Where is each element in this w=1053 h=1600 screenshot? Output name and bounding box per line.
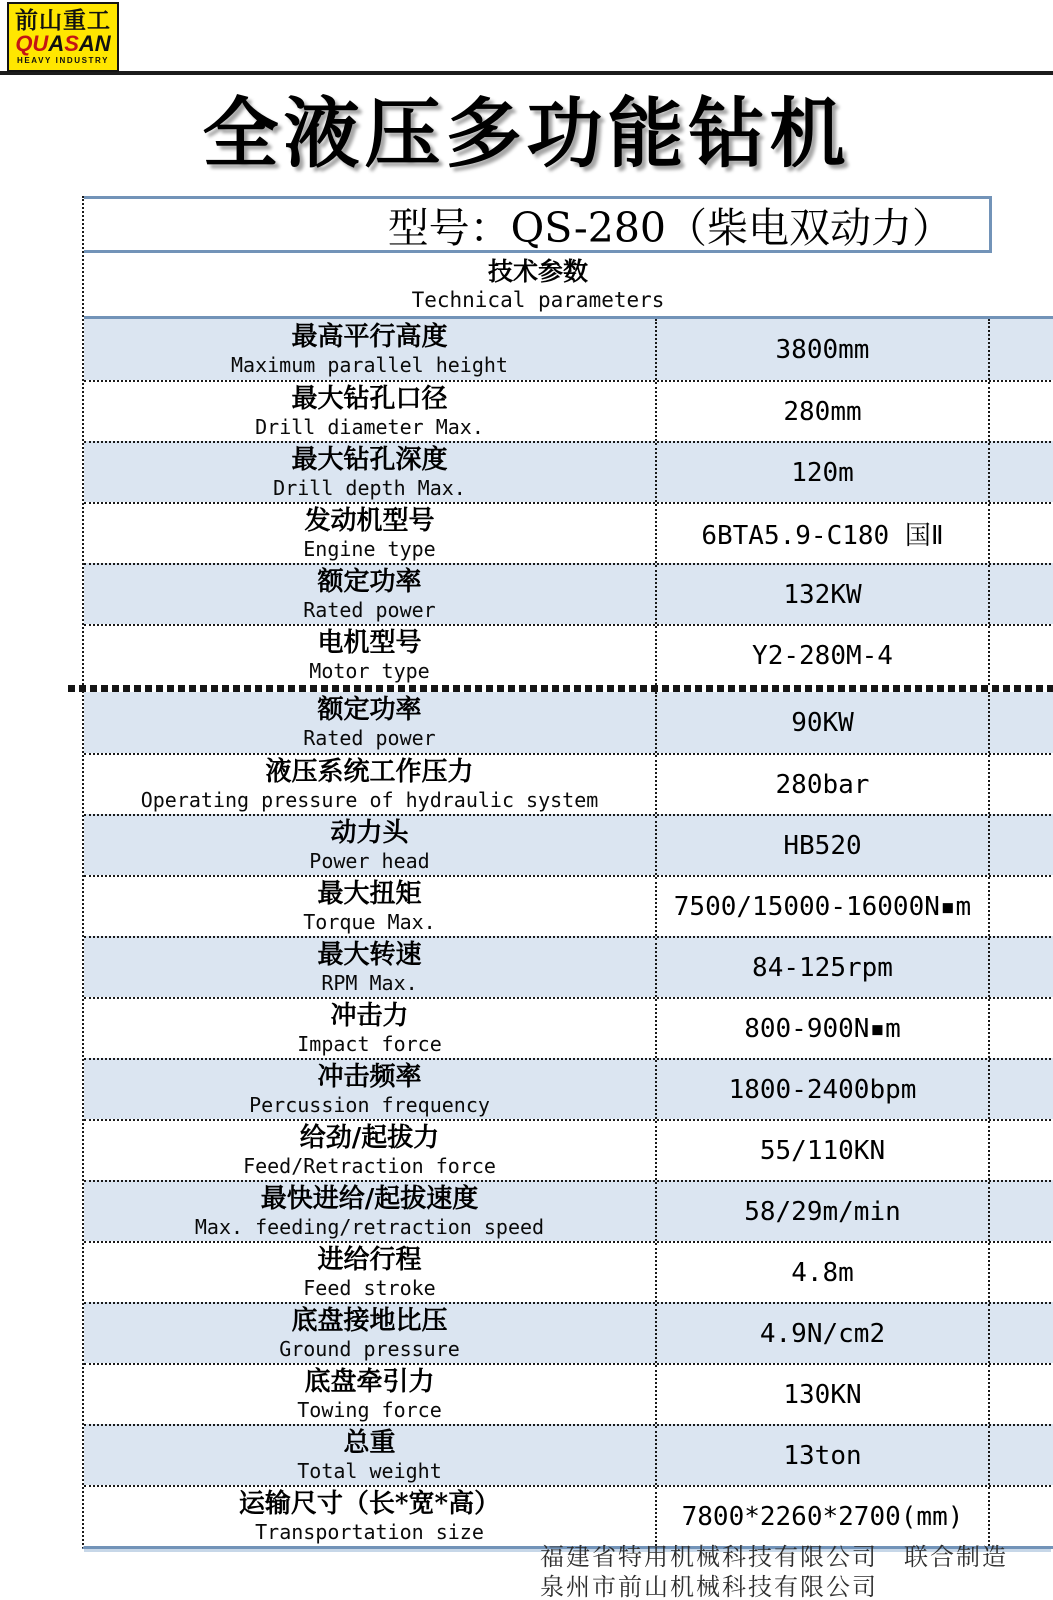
row-bleed-area <box>990 1365 1053 1424</box>
spec-label-cell <box>84 1426 657 1485</box>
spec-row <box>84 753 1053 814</box>
spec-value: 130KN <box>657 1365 990 1424</box>
spec-row <box>84 1363 1053 1424</box>
spec-label-cn: 液压系统工作压力 <box>265 756 474 787</box>
spec-row <box>84 1180 1053 1241</box>
row-bleed-area <box>990 319 1053 380</box>
spec-value: Y2-280M-4 <box>657 626 990 685</box>
spec-value: HB520 <box>657 816 990 875</box>
spec-row <box>84 692 1053 753</box>
spec-label-cell <box>84 443 657 502</box>
spec-row <box>84 1485 1053 1546</box>
row-bleed-area <box>990 1304 1053 1363</box>
spec-label-cell <box>84 1060 657 1119</box>
spec-label-en: Feed stroke <box>303 1275 436 1300</box>
spec-label-en: Transportation size <box>255 1519 484 1544</box>
row-bleed-area <box>990 443 1053 502</box>
logo-brand-letters: S <box>64 31 79 56</box>
spec-label-en: Towing force <box>297 1397 442 1422</box>
spec-label-en: Torque Max. <box>303 909 436 934</box>
spec-label-en: Operating pressure of hydraulic system <box>140 787 599 812</box>
spec-value: 7500/15000-16000N▪m <box>657 877 990 936</box>
spec-value: 6BTA5.9-C180 国Ⅱ <box>657 504 990 563</box>
spec-value: 1800-2400bpm <box>657 1060 990 1119</box>
row-bleed-area <box>990 382 1053 441</box>
spec-value: 132KW <box>657 565 990 624</box>
spec-label-en: Feed/Retraction force <box>243 1153 496 1178</box>
model-header-row: 型号：QS-280（柴电双动力） <box>84 196 992 253</box>
spec-label-cn: 额定功率 <box>317 694 422 725</box>
section-header-cn: 技术参数 <box>487 257 588 286</box>
spec-label-cn: 最高平行高度 <box>291 321 448 352</box>
spec-label-cn: 运输尺寸（长*宽*高） <box>238 1488 501 1519</box>
row-bleed-area <box>990 1487 1053 1546</box>
spec-label-cell <box>84 1243 657 1302</box>
spec-label-cell <box>84 1304 657 1363</box>
section-header-row <box>84 253 1053 319</box>
spec-value: 280mm <box>657 382 990 441</box>
spec-row <box>84 997 1053 1058</box>
spec-label-cell <box>84 626 657 685</box>
spec-table <box>82 196 1053 1549</box>
spec-label-cn: 最大转速 <box>317 939 422 970</box>
row-bleed-area <box>990 755 1053 814</box>
manufacturer-line-2: 泉州市前山机械科技有限公司 <box>540 1573 878 1600</box>
spec-label-en: RPM Max. <box>321 970 418 995</box>
spec-value: 90KW <box>657 692 990 753</box>
spec-label-cell <box>84 382 657 441</box>
logo-brand-wordmark <box>15 33 110 55</box>
spec-label-cn: 进给行程 <box>317 1244 422 1275</box>
spec-row <box>84 380 1053 441</box>
logo-chinese-name: 前山重工 <box>15 7 111 34</box>
spec-value: 280bar <box>657 755 990 814</box>
spec-row <box>84 814 1053 875</box>
logo-brand-letters: A <box>48 31 65 56</box>
spec-label-cn: 最大钻孔深度 <box>291 444 448 475</box>
spec-label-cn: 动力头 <box>330 817 409 848</box>
spec-label-en: Rated power <box>303 725 436 750</box>
logo-brand-letters: QU <box>15 31 49 56</box>
row-bleed-area <box>990 565 1053 624</box>
spec-value: 13ton <box>657 1426 990 1485</box>
spec-label-cell <box>84 755 657 814</box>
section-divider <box>68 685 1053 692</box>
company-logo <box>7 2 119 72</box>
spec-label-cn: 冲击力 <box>330 1000 409 1031</box>
spec-label-en: Maximum parallel height <box>231 352 508 377</box>
spec-label-cn: 发动机型号 <box>304 505 435 536</box>
spec-label-en: Total weight <box>297 1458 442 1483</box>
spec-value: 120m <box>657 443 990 502</box>
spec-row <box>84 1302 1053 1363</box>
spec-label-cn: 最大钻孔口径 <box>291 383 448 414</box>
row-bleed-area <box>990 1060 1053 1119</box>
spec-row <box>84 1424 1053 1485</box>
row-bleed-area <box>990 816 1053 875</box>
spec-label-cn: 电机型号 <box>317 627 422 658</box>
spec-label-en: Drill depth Max. <box>273 475 466 500</box>
row-bleed-area <box>990 1426 1053 1485</box>
spec-value: 7800*2260*2700(mm) <box>657 1487 990 1546</box>
spec-label-cell <box>84 877 657 936</box>
spec-label-cn: 最快进给/起拔速度 <box>260 1183 479 1214</box>
spec-value: 58/29m/min <box>657 1182 990 1241</box>
spec-label-cell <box>84 1182 657 1241</box>
row-bleed-area <box>990 1121 1053 1180</box>
spec-row <box>84 563 1053 624</box>
logo-subtitle: HEAVY INDUSTRY <box>16 56 110 65</box>
row-bleed-area <box>990 877 1053 936</box>
spec-row <box>84 936 1053 997</box>
spec-label-cell <box>84 938 657 997</box>
spec-row <box>84 1119 1053 1180</box>
manufacturer-line-1: 福建省特用机械科技有限公司 联合制造 <box>540 1543 1008 1571</box>
spec-label-en: Rated power <box>303 597 436 622</box>
spec-row <box>84 1058 1053 1119</box>
spec-label-cell <box>84 1121 657 1180</box>
spec-label-cell <box>84 999 657 1058</box>
spec-value: 4.9N/cm2 <box>657 1304 990 1363</box>
spec-label-cn: 总重 <box>343 1427 396 1458</box>
spec-row <box>84 875 1053 936</box>
spec-label-en: Max. feeding/retraction speed <box>194 1214 545 1239</box>
header-divider-rule <box>0 71 1053 75</box>
spec-value: 84-125rpm <box>657 938 990 997</box>
page-title: 全液压多功能钻机 <box>202 89 851 178</box>
spec-row <box>84 624 1053 685</box>
spec-label-cell <box>84 565 657 624</box>
spec-label-cell <box>84 1487 657 1546</box>
row-bleed-area <box>990 938 1053 997</box>
spec-row <box>84 1241 1053 1302</box>
spec-value: 4.8m <box>657 1243 990 1302</box>
spec-label-en: Power head <box>309 848 430 873</box>
row-bleed-area <box>990 999 1053 1058</box>
spec-label-en: Percussion frequency <box>249 1092 490 1117</box>
row-bleed-area <box>990 626 1053 685</box>
spec-row <box>84 502 1053 563</box>
spec-label-cell <box>84 504 657 563</box>
spec-label-cell <box>84 692 657 753</box>
spec-label-en: Engine type <box>303 536 436 561</box>
manufacturer-footer <box>540 1542 1008 1600</box>
spec-row <box>84 319 1053 380</box>
row-bleed-area <box>990 692 1053 753</box>
spec-label-en: Impact force <box>297 1031 442 1056</box>
logo-brand-letters: AN <box>78 31 111 56</box>
spec-value: 3800mm <box>657 319 990 380</box>
spec-label-cn: 冲击频率 <box>317 1061 422 1092</box>
spec-label-en: Motor type <box>309 658 430 683</box>
row-bleed-area <box>990 1243 1053 1302</box>
spec-label-cn: 额定功率 <box>317 566 422 597</box>
spec-label-cn: 给劲/起拔力 <box>299 1122 440 1153</box>
spec-rows <box>84 319 1053 1546</box>
spec-label-cell <box>84 1365 657 1424</box>
spec-label-cn: 底盘牵引力 <box>304 1366 435 1397</box>
spec-label-cn: 底盘接地比压 <box>291 1305 448 1336</box>
spec-label-cell <box>84 816 657 875</box>
row-bleed-area <box>990 504 1053 563</box>
spec-label-en: Drill diameter Max. <box>255 414 484 439</box>
spec-label-en: Ground pressure <box>279 1336 460 1361</box>
spec-row <box>84 441 1053 502</box>
spec-label-cn: 最大扭矩 <box>317 878 422 909</box>
row-bleed-area <box>990 1182 1053 1241</box>
spec-label-cell <box>84 319 657 380</box>
section-header-en: Technical parameters <box>411 288 665 312</box>
spec-value: 800-900N▪m <box>657 999 990 1058</box>
spec-value: 55/110KN <box>657 1121 990 1180</box>
